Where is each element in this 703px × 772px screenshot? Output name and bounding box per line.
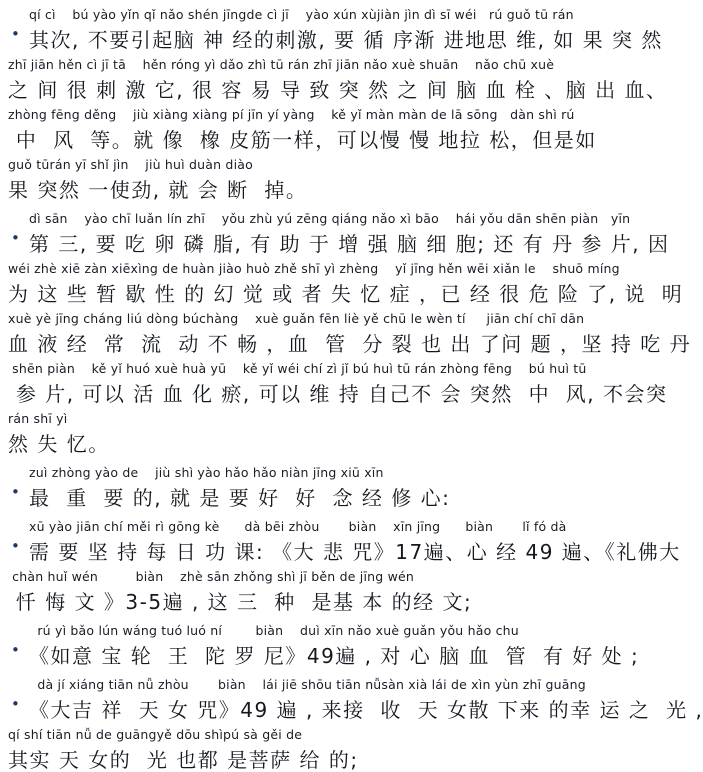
line-pair — [0, 55, 703, 105]
pinyin-line: rú yì bǎo lún wáng tuó luó ní biàn duì xīn nǎo xuè guǎn yǒu hǎo chu — [29, 623, 519, 638]
line-pair — [0, 155, 703, 205]
pinyin-line: zhī jiān hěn cì jī tā hěn róng yì dǎo zhì tū rán zhī jiān nǎo xuè shuān nǎo chū xuè — [8, 57, 555, 72]
line-pair — [0, 309, 703, 359]
bullet-icon: • — [11, 537, 20, 555]
pinyin-line: shēn piàn kě yǐ huó xuè huà yū kě yǐ wéi chí zì jǐ bú huì tū rán zhòng fēng bú huì tū — [8, 361, 587, 376]
paragraph — [0, 463, 703, 513]
bullet-icon: • — [11, 25, 20, 43]
hanzi-line: 然 失 忆。 — [8, 432, 110, 456]
line-pair — [0, 725, 703, 772]
pinyin-line: chàn huǐ wén biàn zhè sān zhǒng shì jī běn de jīng wén — [8, 569, 415, 584]
hanzi-line: 最 重 要 的, 就 是 要 好 好 念 经 修 心: — [29, 486, 451, 510]
line-pair — [0, 463, 703, 513]
line-pair — [0, 517, 703, 567]
bullet-icon: • — [11, 695, 20, 713]
paragraph — [0, 517, 703, 617]
line-pair — [0, 675, 703, 725]
hanzi-line: 需 要 坚 持 每 日 功 课: 《大 悲 咒》17遍、心 经 49 遍、《礼佛大 — [29, 540, 681, 564]
line-pair — [0, 209, 703, 259]
hanzi-line: 《大吉 祥 天 女 咒》49 遍 , 来接 收 天 女散 下来 的幸 运 之 光 , — [29, 698, 703, 722]
line-pair — [0, 567, 703, 617]
pinyin-line: zuì zhòng yào de jiù shì yào hǎo hǎo niàn jīng xiū xīn — [29, 465, 384, 480]
pinyin-line: rán shī yì — [8, 411, 68, 426]
pinyin-line: qí cì bú yào yǐn qǐ nǎo shén jīngde cì jī yào xún xùjiàn jìn dì sī wéi rú guǒ tū rán — [29, 7, 574, 22]
pinyin-line: qí shí tiān nǚ de guāngyě dōu shìpú sà gěi de — [8, 727, 303, 742]
hanzi-line: 其次, 不要引起脑 神 经的刺激, 要 循 序渐 进地思 维, 如 果 突 然 — [29, 28, 663, 52]
hanzi-line: 《如意 宝 轮 王 陀 罗 尼》49遍 , 对 心 脑 血 管 有 好 处 ; — [29, 644, 640, 668]
hanzi-line: 第 三, 要 吃 卵 磷 脂, 有 助 于 增 强 脑 细 胞; 还 有 丹 参 片, 因 — [29, 232, 670, 256]
hanzi-line: 为 这 些 暂 歇 性 的 幻 觉 或 者 失 忆 症 ，已 经 很 危 险 了, 说 明 — [8, 282, 684, 306]
line-pair — [0, 409, 703, 459]
pinyin-line: dà jí xiáng tiān nǚ zhòu biàn lái jiē shōu tiān nǚsàn xià lái de xìn yùn zhī guāng — [29, 677, 586, 692]
bullet-icon: • — [11, 641, 20, 659]
pinyin-line: dì sān yào chī luǎn lín zhī yǒu zhù yú zēng qiáng nǎo xì bāo hái yǒu dān shēn piàn yīn — [29, 211, 631, 226]
bullet-icon: • — [11, 483, 20, 501]
pinyin-line: xū yào jiān chí měi rì gōng kè dà bēi zhòu biàn xīn jīng biàn lǐ fó dà — [29, 519, 567, 534]
line-pair — [0, 621, 703, 671]
paragraph — [0, 209, 703, 459]
line-pair — [0, 259, 703, 309]
hanzi-line: 之 间 很 刺 激 它, 很 容 易 导 致 突 然 之 间 脑 血 栓 、脑 出 血、 — [8, 78, 668, 102]
hanzi-line: 血 液 经 常 流 动 不 畅 ，血 管 分 裂 也 出 了问 题 ，坚 持 吃 丹 — [8, 332, 692, 356]
line-pair — [0, 5, 703, 55]
hanzi-line: 其实 天 女的 光 也都 是菩萨 给 的; — [8, 748, 359, 772]
line-pair — [0, 359, 703, 409]
pinyin-line: wéi zhè xiē zàn xiēxìng de huàn jiào huò zhě shī yì zhèng yǐ jīng hěn wēi xiǎn le shuō míng — [8, 261, 620, 276]
hanzi-line: 果 突然 一使劲, 就 会 断 掉。 — [8, 178, 308, 202]
bullet-icon: • — [11, 229, 20, 247]
hanzi-line: 参 片, 可以 活 血 化 瘀, 可以 维 持 自己不 会 突然 中 风, 不会突 — [8, 382, 668, 406]
line-pair — [0, 105, 703, 155]
paragraph — [0, 5, 703, 205]
pinyin-line: guǒ tūrán yī shǐ jìn jiù huì duàn diào — [8, 157, 253, 172]
hanzi-line: 忏 悔 文 》3-5遍 , 这 三 种 是基 本 的经 文; — [8, 590, 473, 614]
pinyin-line: xuè yè jīng cháng liú dòng búchàng xuè guǎn fēn liè yě chū le wèn tí jiān chí chī dān — [8, 311, 585, 326]
pinyin-line: zhòng fēng děng jiù xiàng xiàng pí jīn yí yàng kě yǐ màn màn de lā sōng dàn shì rú — [8, 107, 575, 122]
paragraph — [0, 675, 703, 772]
hanzi-line: 中 风 等。就 像 橡 皮筋一样，可以慢 慢 地拉 松，但是如 — [8, 128, 597, 152]
paragraph — [0, 621, 703, 671]
